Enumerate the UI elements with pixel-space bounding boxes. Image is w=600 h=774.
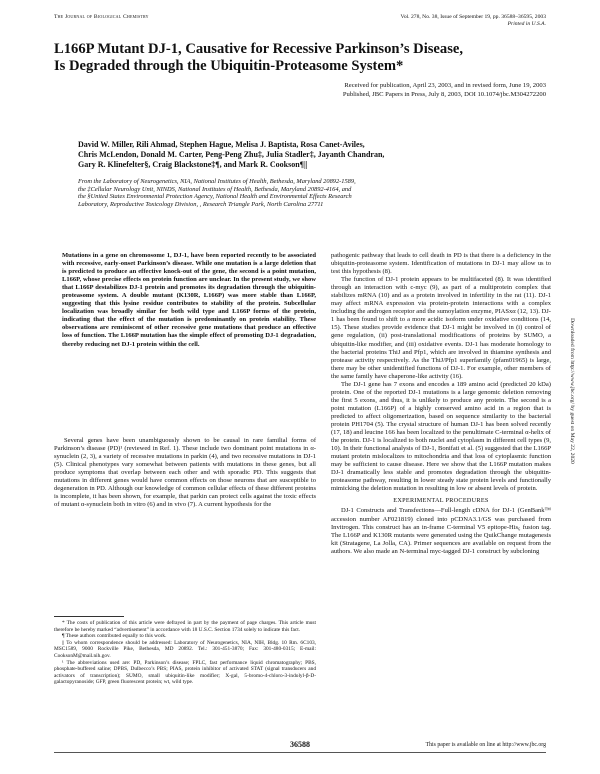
methods-paragraph: DJ-1 Constructs and Transfections—Full-length cDNA for DJ-1 (GenBank™ accession number AF021819) cloned into pCDNA3.1/GS was purchased from Invitrogen. This construct has an in-frame C-terminal V5 epitope-His₆ fusion tag. The L166P and K130R mutants were generated using the QuikChange mutagenesis kit (Stratagene, La Jolla, CA). Primer sequences are available on request from the authors. We also made an N-terminal myc-tagged DJ-1 construct by subcloning [331,507,551,555]
section-heading: EXPERIMENTAL PROCEDURES [393,497,489,505]
title-line-1: L166P Mutant DJ-1, Causative for Recessive Parkinson’s Disease, [54,41,464,57]
footer-availability: This paper is available on line at http://www.jbc.org [425,742,546,748]
affiliation-line-3: the §United States Environmental Protection Agency, National Health and Environmental Effects Research [78,193,352,201]
abstract [62,252,316,349]
received-line: Received for publication, April 23, 2003, and in revised form, June 19, 2003 [344,82,546,89]
author-line-1: David W. Miller, Rili Ahmad, Stephen Hague, Melisa J. Baptista, Rosa Canet-Aviles, [78,140,365,149]
footer-rule [54,752,546,753]
printed-line: Printed in U.S.A. [507,21,546,27]
volume-line: Vol. 278, No. 38, Issue of September 19, pp. 36588–36595, 2003 [400,14,546,20]
footnote-abbreviations: ¹ The abbreviations used are: PD, Parkinson’s disease; FPLC, fast performance liquid chromatography; PBS, phosphate-buffered saline; DPBS, Dulbecco’s PBS; PIAS, protein inhibitor of activated STAT (signal transducers and activators of transcription); SUMO, small ubiquitin-like modifier; X-gal, 5-bromo-4-chloro-3-indolyl-β-D-galactopyranoside; GFP, green fluorescent protein; wt, wild type. [54,659,316,686]
affiliations [78,178,558,208]
download-notice: Downloaded from http://www.jbc.org/ by guest on May 22, 2020 [569,318,575,464]
introduction [54,437,316,509]
affiliation-line-1: From the Laboratory of Neurogenetics, NIA, National Institutes of Health, Bethesda, Maryland 20892-1589, [78,178,356,185]
footnote-equal-contribution: ¶ These authors contributed equally to this work. [62,633,167,640]
author-line-2: Chris McLendon, Donald M. Carter, Peng-Peng Zhu‡, Julia Stadler‡, Jayanth Chandran, [78,150,385,159]
running-header [54,14,546,32]
footnote-costs: * The costs of publication of this article were defrayed in part by the payment of page charges. This article must therefore be hereby marked “advertisement” in accordance with 18 U.S.C. Section 1734 solely to indicate this fact. [54,620,316,633]
publication-dates [226,81,546,99]
title-line-2: Is Degraded through the Ubiquitin-Proteasome System* [54,58,404,74]
intro-paragraph: Several genes have been unambiguously shown to be causal in rare familial forms of Parkinson’s disease (PD)¹ (reviewed in Ref. 1). These include two dominant point mutations in α-synuclein (2, 3), a variety of recessive mutations in parkin (4), and two recessive mutations in DJ-1 (5). Clinical phenotypes vary somewhat between patients with mutations in these genes, but all produce symptoms that overlap between each other and with sporadic PD. This suggests that mutations in different genes would have common effects on those neurons that are susceptible to degeneration in PD. Although our knowledge of common cellular effects of these different proteins is incomplete, it has been shown, for example, that parkin can protect cells against the toxic effects of mutant α-synuclein both in vitro (6) and in vivo (7). A current hypothesis for the [54,437,316,509]
issue-info [401,14,546,28]
author-list [78,140,558,170]
author-line-3: Gary R. Klinefelter§, Craig Blackstone‡¶, and Mark R. Cookson¶|| [78,160,308,169]
download-watermark [567,248,577,538]
footnotes [54,620,316,686]
affiliation-line-4: Laboratory, Reproductive Toxicology Division, , Research Triangle Park, North Carolina 27711 [78,200,324,208]
journal-name: The Journal of Biological Chemistry [54,14,149,20]
article-title [54,41,554,75]
abstract-text: Mutations in a gene on chromosome 1, DJ-1, have been reported recently to be associated with recessive, early-onset Parkinson’s disease. While one mutation is a large deletion that is predicted to produce an effective knock-out of the gene, the second is a point mutation, L166P, whose precise effects on protein function are unclear. In the present study, we show that L166P destabilizes DJ-1 protein and promotes its degradation through the ubiquitin-proteasome system. A double mutant (K130R, L166P) was more stable than L166P, suggesting that this lysine residue contributes to stability of the protein. Subcellular localization was broadly similar for both wild type and L166P forms of the protein, indicating that the effect of the mutation is predominantly on protein stability. These observations are reminiscent of other recessive gene mutations that produce an effective loss of function. The L166P mutation has the simple effect of promoting DJ-1 degradation, thereby reducing net DJ-1 protein within the cell. [62,252,316,348]
footnote-correspondence: || To whom correspondence should be addressed: Laboratory of Neurogenetics, NIA, NIH, Bldg. 10 Rm. 6C103, MSC1589, 9000 Rockville Pike, Bethesda, MD 20892. Tel.: 301-451-3870; Fax: 301-480-0315; E-mail: CooksonM@mail.nih.gov. [54,639,316,659]
affiliation-line-2: the ‡Cellular Neurology Unit, NINDS, National Institutes of Health, Bethesda, Maryland 20892-4164, and [78,185,352,193]
page-number: 36588 [290,740,310,749]
right-paragraph-2: The function of DJ-1 protein appears to be multifaceted (8). It was identified through an interaction with c-myc (9), as part of a multiprotein complex that stabilizes mRNA (10) and as a protein involved in infertility in the rat (11). DJ-1 may affect mRNA expression via protein-protein interactions with a complex including the androgen receptor and the sumoylation enzyme, PIASxα (12, 13). DJ-1 has been found to shift to a more acidic isoform under oxidative conditions (14, 15). These studies provide evidence that DJ-1 might be involved in (i) control of gene regulation, (ii) post-translational modifications of proteins by SUMO, a ubiquitin-like modifier, and (iii) oxidative events. DJ-1 has moderate homology to the bacterial proteins ThiJ and Pfp1, which are involved in thiamine synthesis and protease activity respectively. As the ThiJ/Pfp1 superfamily (pfam01965) is large, there may be other unidentified functions of DJ-1. For example, other members of the same family have chaperone-like activity (16). [331,276,551,380]
right-paragraph-1: pathogenic pathway that leads to cell death in PD is that there is a deficiency in the ubiquitin-proteasome system. Identification of mutations in DJ-1 may allow us to test this hypothesis (8). [331,252,551,276]
right-column [331,252,551,556]
right-paragraph-3: The DJ-1 gene has 7 exons and encodes a 189 amino acid (predicted 20 kDa) protein. One of the reported DJ-1 mutations is a large genomic deletion removing the first 5 exons, and thus, it is unlikely to produce any protein. The second is a point mutation (L166P) of a highly conserved amino acid in a region that is predicted to affect oligomerization, based on sequence similarity to the bacterial protein PH1704 (5). The crystal structure of human DJ-1 has been solved recently (17, 18) and leucine 166 has been localized to the penultimate C-terminal α-helix of the protein. DJ-1 is localized to both nuclei and cytoplasm in different cell types (9, 10). In their functional analysis of DJ-1, Bonifati et al. (5) suggested that the L166P mutant protein mislocalizes to mitochondria and that loss of cytoplasmic function may be sufficient to cause disease. Here we show that the L166P mutation makes DJ-1 dramatically less stable and promotes degradation through the ubiquitin-proteasome pathway, resulting in lower steady state protein levels and functionally mimicking the deletion mutation in resulting in low or absent levels of protein. [331,380,551,493]
footnote-divider [54,616,124,617]
published-line: Published, JBC Papers in Press, July 8, 2003, DOI 10.1074/jbc.M304272200 [342,91,546,98]
